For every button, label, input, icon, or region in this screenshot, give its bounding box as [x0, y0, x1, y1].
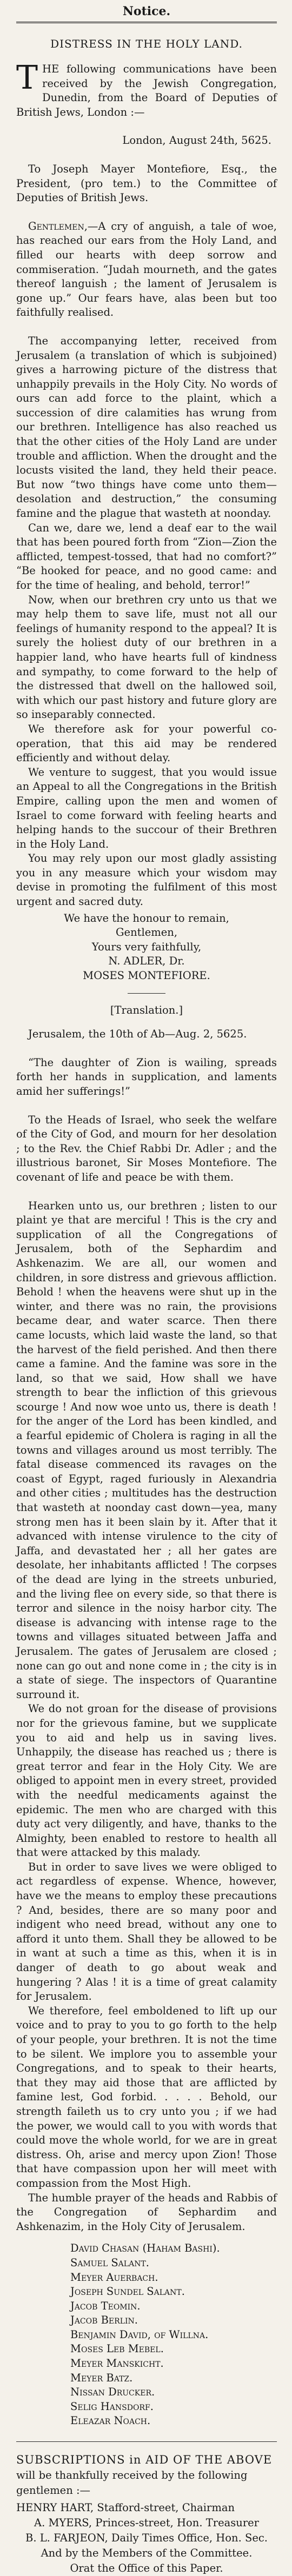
translation-paragraph-6: We therefore, feel emboldened to lift up our voice and to pray to you to go forth to the help of your people, your brethren. It is not the time to be silent. We implore you to assemble your Congregations, and to speak to their hearts, that they may aid those that are afflicted by famine lest, God forbid. . . . . Behold, our strength faileth us to cry unto you ; if we had the power, we would call to you with words that could move the whole world, for we are in great distress. Oh, arise and mercy upon Zion! Those that have compassion upon her will meet with compassion from the Most High.	[16, 2004, 277, 2189]
signer-adler: N. ADLER, Dr.	[108, 955, 185, 968]
translation-paragraph-5: But in order to save lives we were obliged to act regardless of expense. Whence, however, have we the means to employ these precautions ? And, besides, there are so many poor and indigent who need bread, without any one to afford it unto them. Shall they be allowed to be in want at such a time as this, when it is in danger of death to go about weak and hungering ? Alas ! it is a time of great calamity for Jerusalem.	[16, 1860, 277, 2003]
signatory: Meyer Auerbach.	[70, 2271, 158, 2284]
letter-date: London, August 24th, 5625.	[122, 134, 271, 147]
closing-gentlemen: Gentlemen,	[115, 926, 178, 939]
signatory: Joseph Sundel Salant.	[70, 2285, 185, 2298]
signatory: Benjamin David, of Willna.	[70, 2328, 209, 2341]
translation-paragraph-7: The humble prayer of the heads and Rabbis of the Congregation of Sephardim and Ashkenazim, in the Holy City of Jerusalem.	[16, 2191, 277, 2233]
subscription-line-chairman: HENRY HART, Stafford-street, Chairman	[16, 2501, 235, 2514]
closing-line: We have the honour to remain,	[64, 911, 229, 924]
translation-date: Jerusalem, the 10th of Ab—Aug. 2, 5625.	[28, 1028, 247, 1041]
subscriptions-heading: SUBSCRIPTIONS in AID OF THE ABOVE	[16, 2453, 273, 2467]
subscriptions-continuation: will be thankfully received by the following gentlemen :—	[16, 2469, 248, 2497]
intro-text: HE following communications have been received by the Jewish Congregation, Dunedin, from the Board of Deputies of British Jews, London :—	[16, 63, 277, 118]
subscriptions-list	[16, 2500, 277, 2576]
signatory: Moses Leb Mebel.	[70, 2342, 164, 2355]
header-rule	[16, 22, 277, 23]
subscription-line-office: Orat the Office of this Paper.	[70, 2562, 223, 2575]
letter-paragraph-4: Now, when our brethren cry unto us that we may help them to save life, must not all our feelings of humanity respond to the appeal? It is surely the holiest duty of our brethren in a happier land, who have hearts full of kindness and sympathy, to come forward to the help of the distressed that dwell on the hallowed soil, with which our past history and future glory are so inseparably connected.	[16, 593, 277, 721]
signatory: Eleazar Noach.	[70, 2414, 151, 2427]
section-heading: Notice.	[122, 4, 171, 18]
signer-montefiore: MOSES MONTEFIORE.	[83, 969, 210, 982]
letter-paragraph-1: Gentlemen,—A cry of anguish, a tale of woe, has reached our ears from the Holy Land, and filled our hearts with deep sorrow and commiseration. “Judah mourneth, and the gates thereof languish ; the lament of Jerusalem is gone up.” Our fears have, alas been but too faithfully realised.	[16, 219, 277, 319]
subscriptions-rule	[16, 2441, 277, 2442]
translation-paragraph-4: We do not groan for the disease of provisions nor for the grievous famine, but we supplicate you to aid and help us in saving lives. Unhappily, the disease has reached us ; there is great terror and fear in the Holy City. We are obliged to appoint men in every street, provided with the needful medicaments against the epidemic. The men who are charged with this duty act very diligently, and have, thanks to the Almighty, been enabled to restore to health all that were attacked by this malady.	[16, 1702, 277, 1859]
signatory: Selig Hansdorf.	[70, 2400, 154, 2413]
signatory: David Chasan (Haham Bashi).	[70, 2242, 220, 2255]
letter-paragraph-5: We therefore ask for your powerful co-operation, that this aid may be rendered efficiently and without delay.	[16, 722, 277, 764]
letter-paragraph-7: You may rely upon our most gladly assisting you in any measure which your wisdom may devise in promoting the fulfilment of this most urgent and sacred duty.	[16, 852, 277, 908]
letter-paragraph-6: We venture to suggest, that you would issue an Appeal to all the Congregations in the British Empire, calling upon the men and women of Israel to come forward with feeling hearts and helping hands to the succour of their Brethren in the Holy Land.	[16, 766, 277, 850]
translation-paragraph-2: To the Heads of Israel, who seek the welfare of the City of God, and mourn for her desolation ; to the Rev. the Chief Rabbi Dr. Adler ; and the illustrious baronet, Sir Moses Montefiore. The covenant of life and peace be with them.	[16, 1113, 277, 1183]
drop-cap: T	[16, 59, 38, 97]
signatory: Samuel Salant.	[70, 2256, 149, 2269]
translation-paragraph-3: Hearken unto us, our brethren ; listen to our plaint ye that are merciful ! This is the cry and supplication of all the Congregations of Jerusalem, both of the Sephardim and Ashkenazim. We are all, our women and children, in sore distress and grievous affliction. Behold ! when the heavens were shut up in the winter, and there was no rain, the provisions became dear, and water scarce. Then there came locusts, which laid waste the land, so that the harvest of the field perished. And then there came a famine. And the famine was sore in the land, so that we said, How shall we have strength to bear the infliction of this grievous scourge ! And now woe unto us, there is death ! for the anger of the Lord has been kindled, and a fearful epidemic of Cholera is raging in all the towns and villages around us most terribly. The fatal disease commenced its ravages on the coast of Egypt, raged furiously in Alexandria and other cities ; multitudes has the destruction that wasteth at noonday cast down—yea, many strong men has it been slain by it. After that it advanced with intense virulence to the city of Jaffa, and devastated her ; all her gates are desolate, her inhabitants afflicted ! The corpses of the dead are lying in the streets unburied, and the living flee on every side, so that there is terror and silence in the noisy harbor city. The disease is advancing with intense rage to the towns and villages situated between Jaffa and Jerusalem. The gates of Jerusalem are closed ; none can go out and none come in ; the city is in a state of siege. The inspectors of Quarantine surround it.	[16, 1199, 277, 1701]
letter-address: To Joseph Mayer Montefiore, Esq., the President, (pro tem.) to the Committee of Deputies of British Jews.	[16, 162, 277, 204]
subscription-line-committee: And by the Members of the Committee.	[41, 2547, 253, 2560]
signatory: Jacob Teomin.	[70, 2299, 141, 2312]
translation-paragraph-1: “The daughter of Zion is wailing, spreads forth her hands in supplication, and laments amid her sufferings!”	[16, 1056, 277, 1097]
translation-label: [Translation.]	[110, 1003, 183, 1016]
letter-paragraph-3: Can we, dare we, lend a deaf ear to the wail that has been poured forth from “Zion—Zion the afflicted, tempest-tossed, that had no comfort?” “Be hooked for peace, and no good came: and for the time of healing, and behold, terror!”	[16, 521, 277, 591]
letter-closing	[16, 911, 277, 983]
intro-paragraph	[16, 59, 277, 119]
signatory: Meyer Manskicht.	[70, 2357, 164, 2370]
subscription-line-treasurer: A. MYERS, Princes-street, Hon. Treasurer	[34, 2517, 259, 2530]
salutation: Gentlemen,	[28, 219, 88, 232]
signatories-list	[70, 2241, 277, 2428]
subscription-line-secretary: B. L. FARJEON, Daily Times Office, Hon. Sec.	[25, 2532, 268, 2545]
article-title: DISTRESS IN THE HOLY LAND.	[50, 37, 243, 50]
closing-faithfully: Yours very faithfully,	[91, 940, 202, 953]
signatory: Jacob Berlin.	[70, 2314, 138, 2327]
signatory: Meyer Batz.	[70, 2371, 133, 2384]
signatory: Nissan Drucker.	[70, 2386, 155, 2399]
letter-paragraph-2: The accompanying letter, received from Jerusalem (a translation of which is subjoined) gives a harrowing picture of the distress that unhappily prevails in the Holy City. No words of ours can add force to the plaint, which a succession of dire calamities has wrung from our brethren. Intelligence has also reached us that the other cities of the Holy Land are under trouble and affliction. When the drought and the locusts visited the land, they held their peace. But now “two things have come unto them—desolation and destruction,” the consuming famine and the plague that wasteth at noonday.	[16, 334, 277, 520]
section-divider	[128, 993, 165, 994]
